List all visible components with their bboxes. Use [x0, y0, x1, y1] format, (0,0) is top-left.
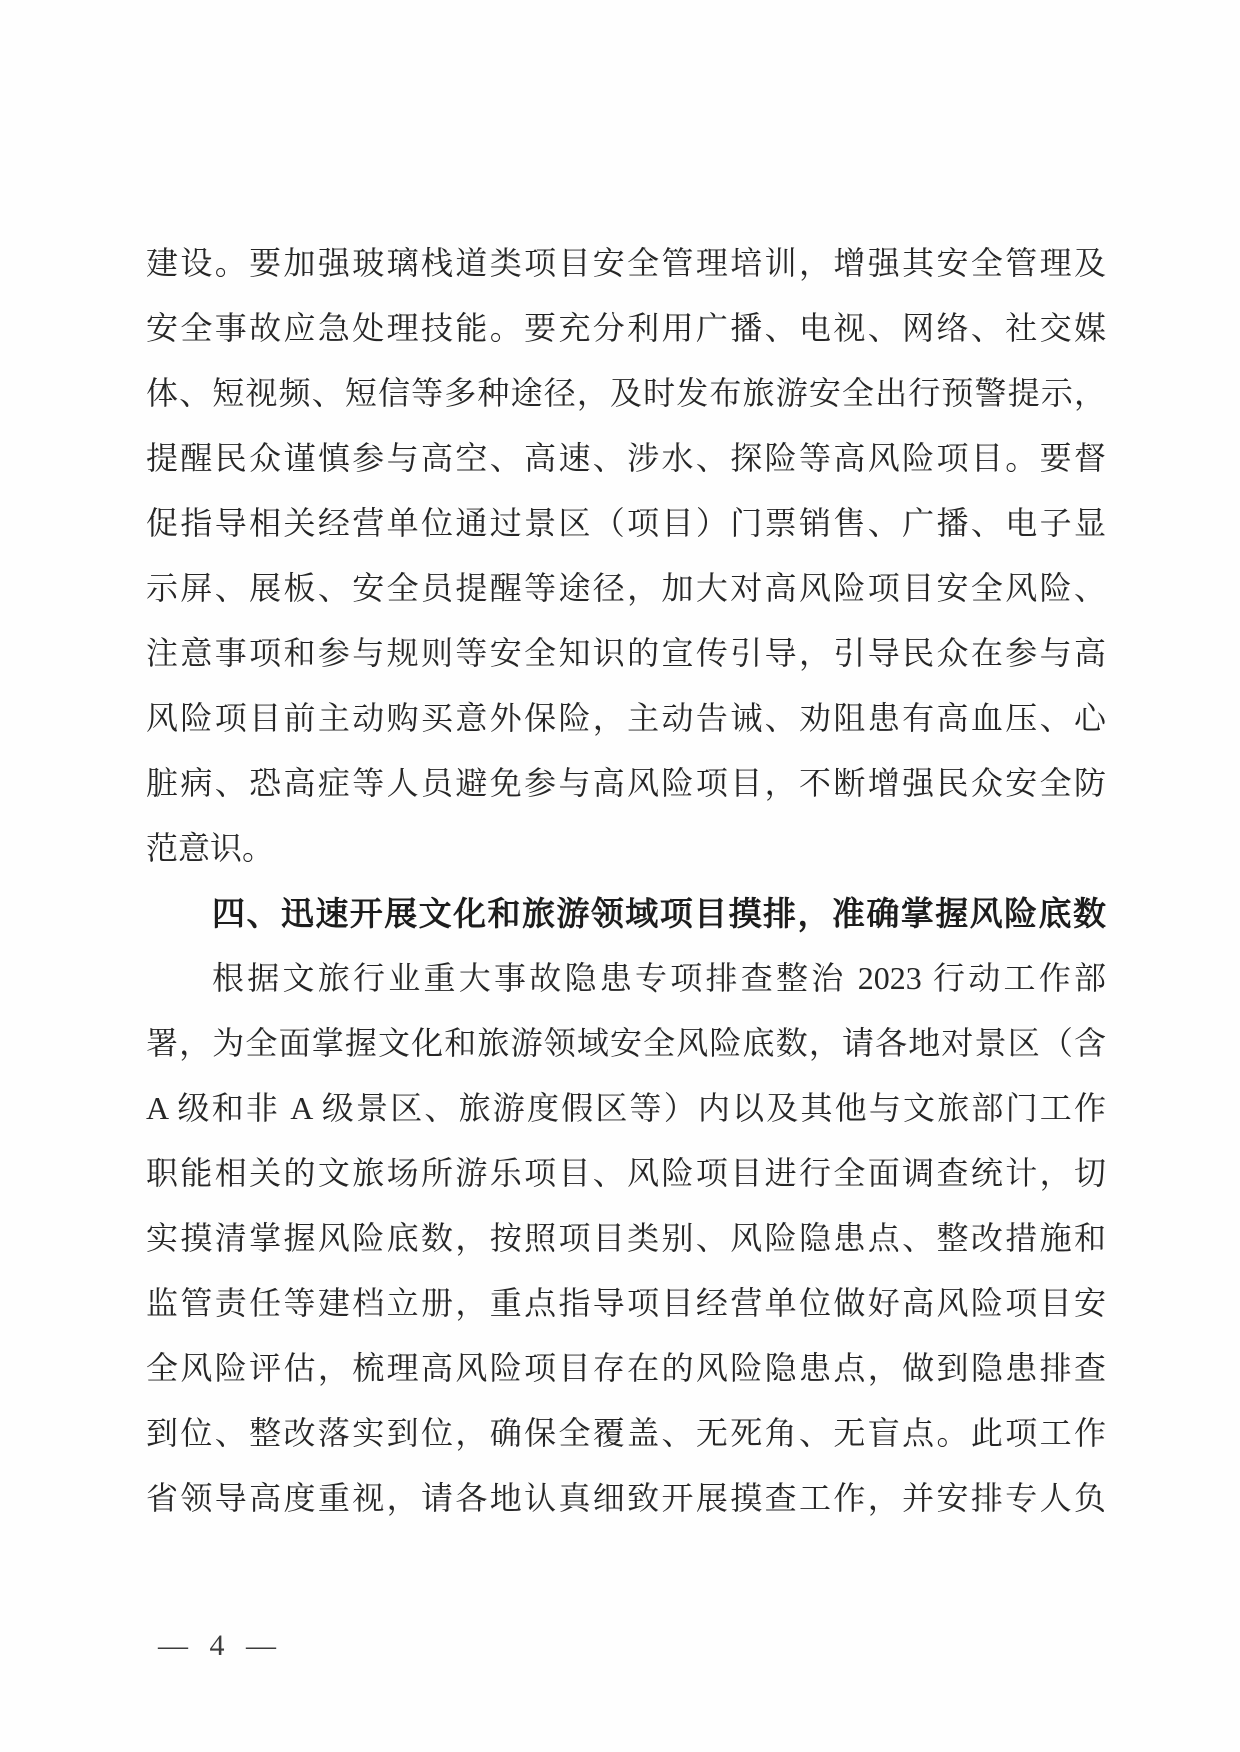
body-line: 安全事故应急处理技能。要充分利用广播、电视、网络、社交媒 — [146, 310, 1106, 346]
body-line: A 级和非 A 级景区、旅游度假区等）内以及其他与文旅部门工作 — [146, 1090, 1106, 1126]
body-line: 根据文旅行业重大事故隐患专项排查整治 2023 行动工作部 — [212, 960, 1106, 996]
document-text-block — [146, 231, 1106, 1531]
body-line: 提醒民众谨慎参与高空、高速、涉水、探险等高风险项目。要督 — [146, 440, 1106, 476]
page-number: — 4 — — [158, 1629, 283, 1662]
body-line: 注意事项和参与规则等安全知识的宣传引导，引导民众在参与高 — [146, 635, 1106, 671]
body-line: 促指导相关经营单位通过景区（项目）门票销售、广播、电子显 — [146, 505, 1106, 541]
body-line: 范意识。 — [146, 830, 275, 866]
body-line: 建设。要加强玻璃栈道类项目安全管理培训，增强其安全管理及 — [146, 245, 1106, 281]
body-line: 监管责任等建档立册，重点指导项目经营单位做好高风险项目安 — [146, 1285, 1106, 1321]
body-line: 省领导高度重视，请各地认真细致开展摸查工作，并安排专人负 — [146, 1480, 1106, 1516]
body-line: 职能相关的文旅场所游乐项目、风险项目进行全面调查统计，切 — [146, 1155, 1106, 1191]
body-line: 实摸清掌握风险底数，按照项目类别、风险隐患点、整改措施和 — [146, 1220, 1106, 1256]
body-line: 到位、整改落实到位，确保全覆盖、无死角、无盲点。此项工作 — [146, 1415, 1106, 1451]
body-line: 全风险评估，梳理高风险项目存在的风险隐患点，做到隐患排查 — [146, 1350, 1106, 1386]
body-line: 风险项目前主动购买意外保险，主动告诫、劝阻患有高血压、心 — [146, 700, 1106, 736]
body-line: 体、短视频、短信等多种途径，及时发布旅游安全出行预警提示， — [146, 375, 1106, 411]
body-line: 脏病、恐高症等人员避免参与高风险项目，不断增强民众安全防 — [146, 765, 1106, 801]
section-heading: 四、迅速开展文化和旅游领域项目摸排，准确掌握风险底数 — [212, 895, 1106, 932]
body-line: 示屏、展板、安全员提醒等途径，加大对高风险项目安全风险、 — [146, 570, 1106, 606]
body-line: 署，为全面掌握文化和旅游领域安全风险底数，请各地对景区（含 — [146, 1025, 1106, 1061]
